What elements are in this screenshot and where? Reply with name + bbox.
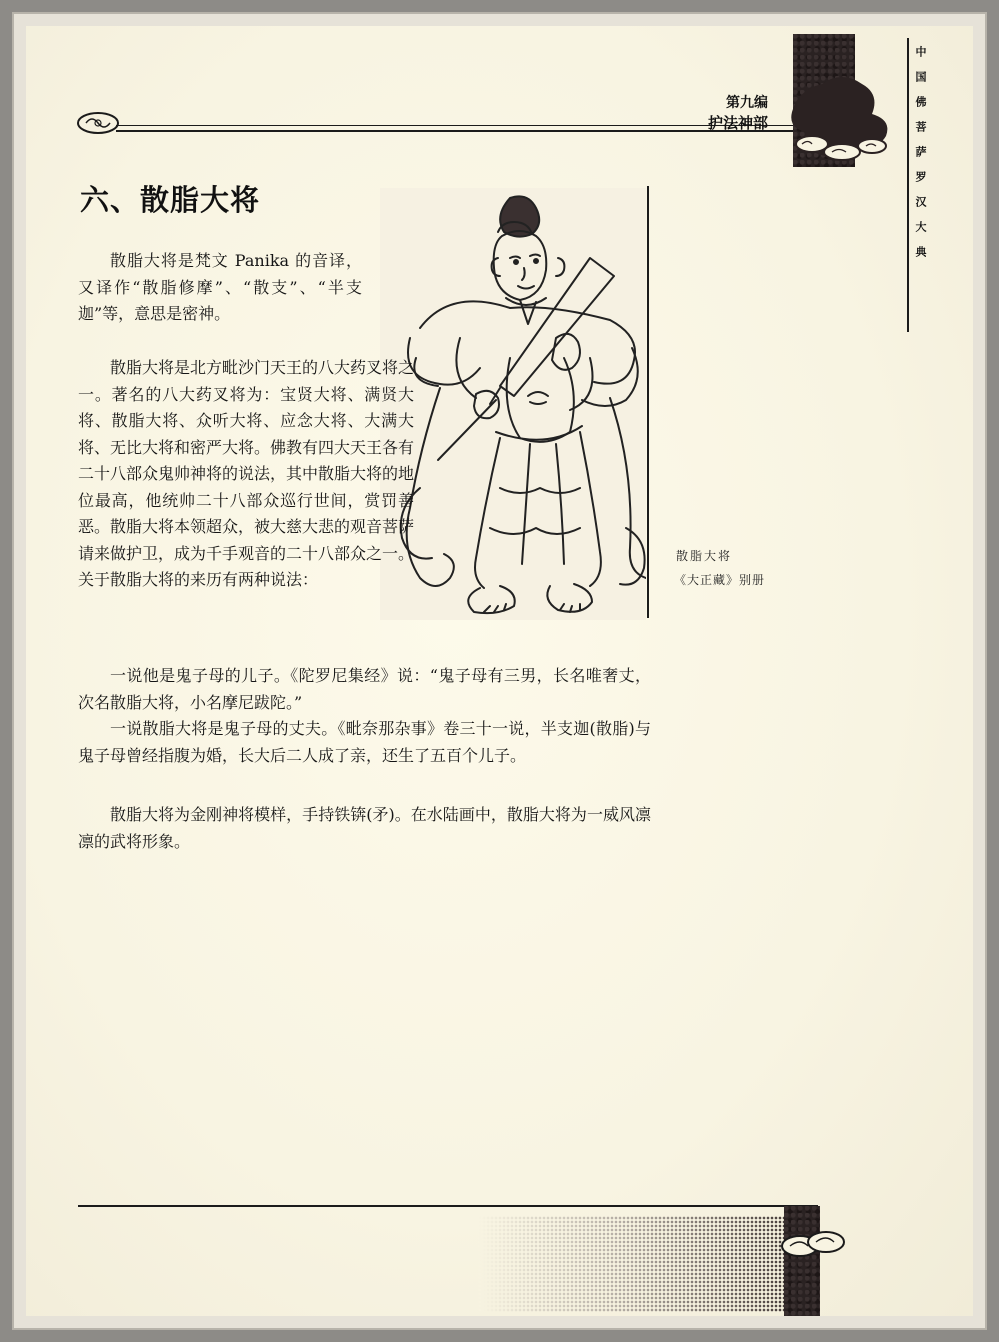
figure-wrap-spacer xyxy=(414,355,651,625)
footer-rule xyxy=(78,1205,818,1207)
paragraph-1: 散脂大将是梵文 Panika 的音译，又译作“散脂修摩”、“散支”、“半支迦”等，意思是密神。 xyxy=(78,251,362,323)
figure-caption-source: 《大正藏》别册 xyxy=(674,573,766,587)
article-title: 六、散脂大将 xyxy=(80,183,261,217)
paragraph-4: 一说散脂大将是鬼子母的丈夫。《毗奈那杂事》卷三十一说，半支迦(散脂)与鬼子母曾经指腹为婚，长大后二人成了亲，还生了五百个儿子。 xyxy=(78,719,651,765)
chapter-label: 第九编 xyxy=(726,95,768,111)
guardian-ornament-icon xyxy=(772,64,902,168)
cloud-ornament-left-icon xyxy=(76,110,120,136)
book-title-rule xyxy=(907,38,909,332)
cloud-ornament-right-icon xyxy=(778,1228,848,1262)
footer-grain-texture xyxy=(478,1216,796,1312)
figure-caption-title: 散脂大将 xyxy=(676,549,733,563)
paragraph-5: 散脂大将为金刚神将模样，手持铁锛(矛)。在水陆画中，散脂大将为一威风凛凛的武将形象。 xyxy=(78,805,651,851)
paragraph-2-wrap xyxy=(78,355,651,625)
paragraph-2: 散脂大将是北方毗沙门天王的八大药叉将之一。著名的八大药叉将为：宝贤大将、满贤大将、散脂大将、众听大将、应念大将、大满大将、无比大将和密严大将。佛教有四大天王各有二十八部众鬼帅神将的说法，其中散脂大将的地位最高，他统帅二十八部众巡行世间，赏罚善恶。散脂大将本领超众，被大慈大悲的观音菩萨请来做护卫，成为千手观音的二十八部众之一。关于散脂大将的来历有两种说法： xyxy=(78,358,415,589)
book-title-vertical: 中国佛菩萨罗汉大典 xyxy=(914,46,927,271)
book-page xyxy=(26,26,973,1316)
paragraph-3: 一说他是鬼子母的儿子。《陀罗尼集经》说：“鬼子母有三男，长名唯奢丈，次名散脂大将，小名摩尼跋陀。” xyxy=(78,666,651,712)
section-label: 护法神部 xyxy=(707,114,768,132)
